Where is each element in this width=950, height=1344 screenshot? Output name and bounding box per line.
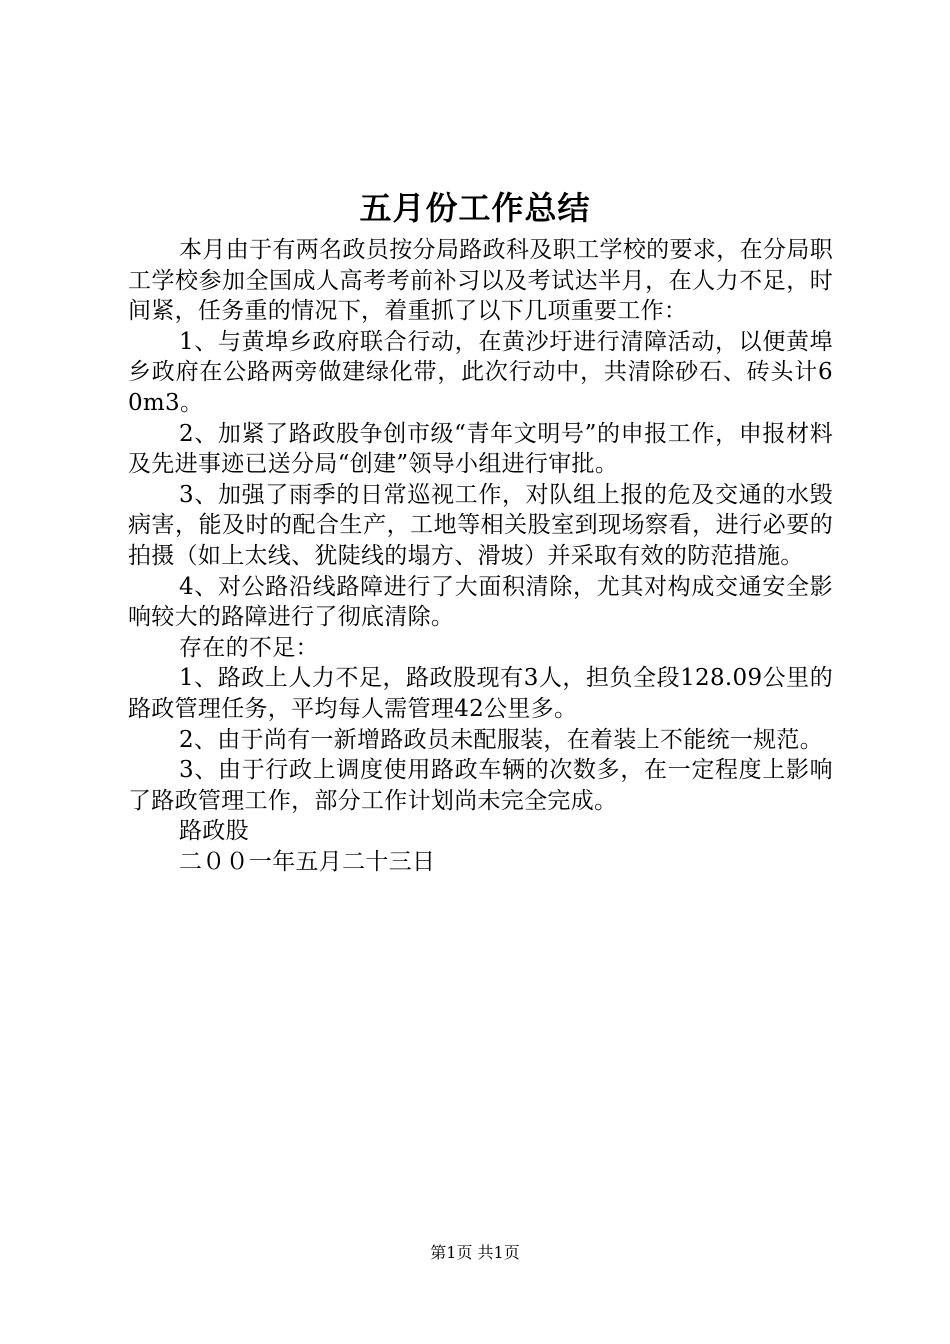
- signature-department: 路政股: [179, 818, 249, 845]
- document-body: [128, 235, 833, 877]
- shortcoming-1: 1、路政上人力不足，路政股现有3人，担负全段128.09公里的路政管理任务，平均每人需管理42公里多。: [128, 665, 833, 722]
- page-number: 第1页 共1页: [430, 1243, 520, 1262]
- work-item-3: 3、加强了雨季的日常巡视工作，对队组上报的危及交通的水毁病害，能及时的配合生产，工地等相关股室到现场察看，进行必要的拍摄（如上太线、犹陡线的塌方、滑坡）并采取有效的防范措施。: [128, 481, 833, 569]
- shortcomings-heading: 存在的不足：: [179, 634, 319, 661]
- shortcoming-2: 2、由于尚有一新增路政员未配服装，在着装上不能统一规范。: [179, 726, 824, 753]
- signature-date: 二００一年五月二十三日: [179, 848, 436, 875]
- intro-paragraph: 本月由于有两名政员按分局路政科及职工学校的要求，在分局职工学校参加全国成人高考考前补习以及考试达半月，在人力不足，时间紧，任务重的情况下，着重抓了以下几项重要工作：: [128, 237, 833, 325]
- work-item-1: 1、与黄埠乡政府联合行动，在黄沙圩进行清障活动，以便黄埠乡政府在公路两旁做建绿化带，此次行动中，共清除砂石、砖头计60m3。: [128, 328, 833, 416]
- work-item-2: 2、加紧了路政股争创市级“青年文明号”的申报工作，申报材料及先进事迹已送分局“创建”领导小组进行审批。: [128, 420, 833, 478]
- document-title: 五月份工作总结: [359, 189, 591, 227]
- shortcoming-3: 3、由于行政上调度使用路政车辆的次数多，在一定程度上影响了路政管理工作，部分工作计划尚未完全完成。: [128, 757, 833, 814]
- work-item-4: 4、对公路沿线路障进行了大面积清除，尤其对构成交通安全影响较大的路障进行了彻底清除。: [128, 573, 833, 631]
